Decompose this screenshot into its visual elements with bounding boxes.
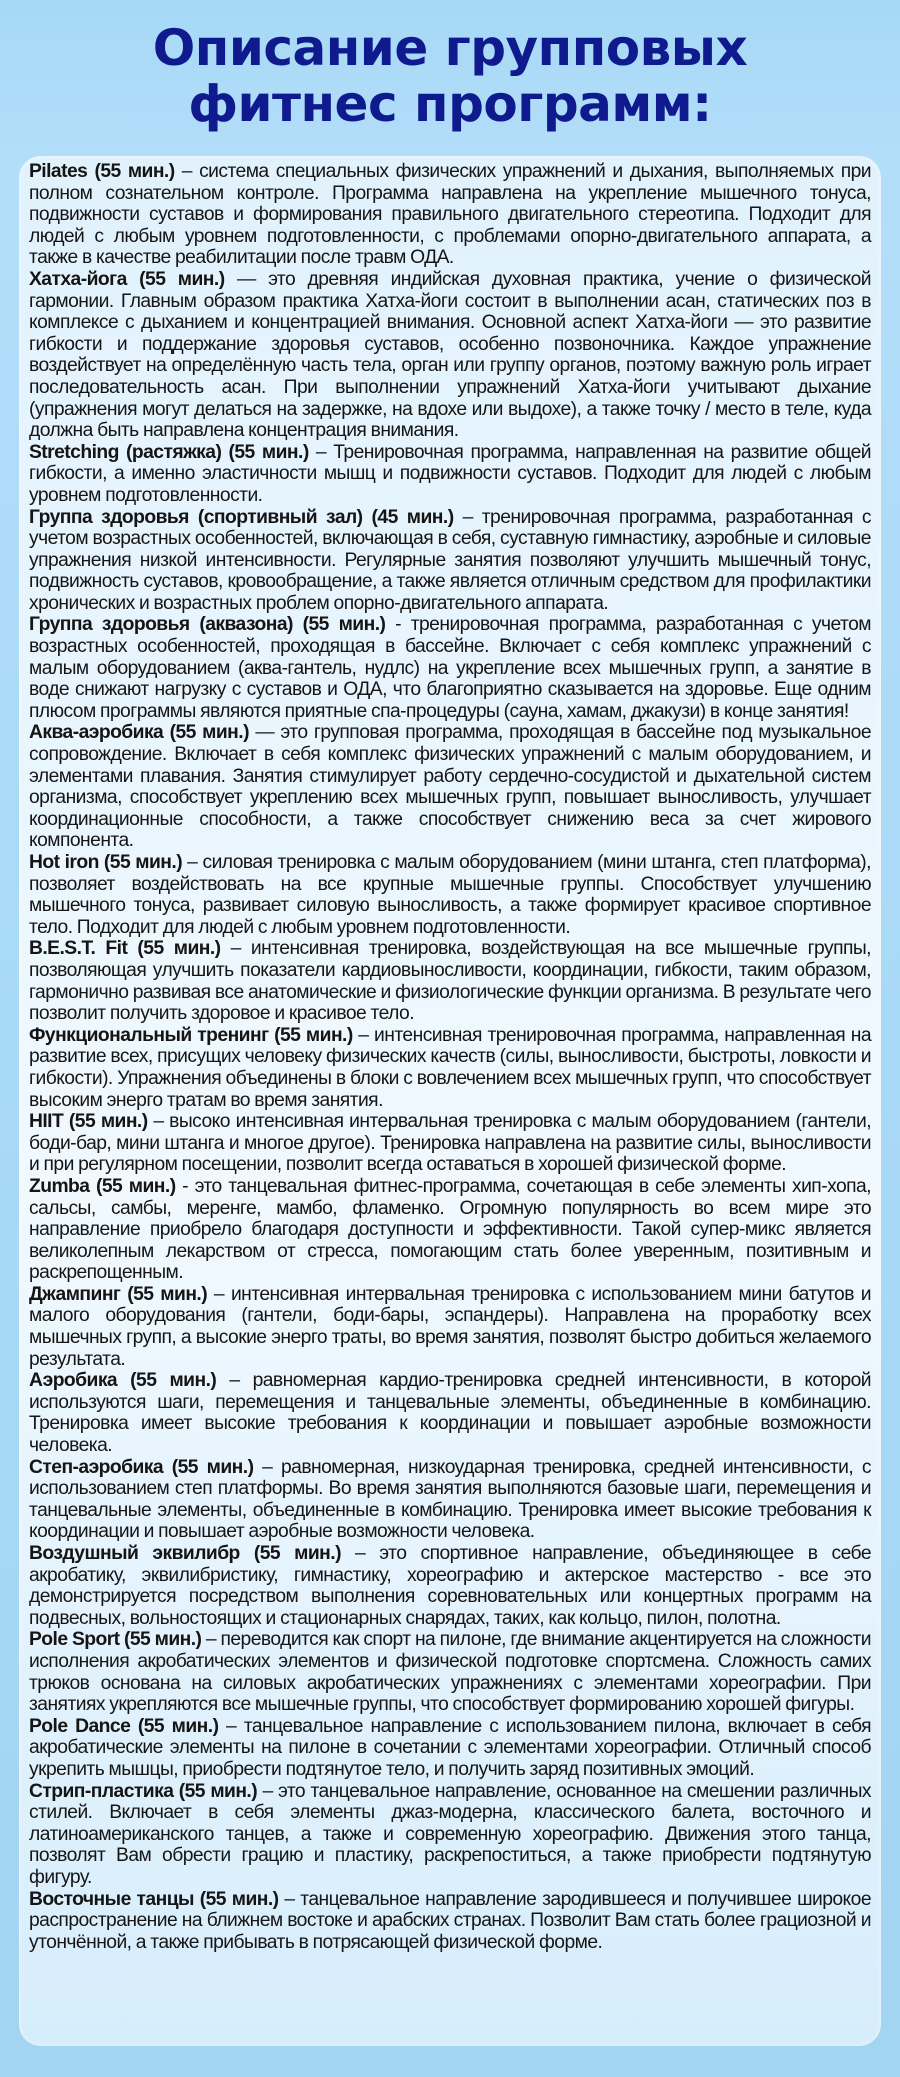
program-description: — это древняя индийская духовная практика, учение о физической гармонии. Главным образом практика Хатха-йоги состоит в выполнении асан, статических поз в комплексе с дыханием и концентрацией внимания. Основной аспект Хатха-йоги — это развитие гибкости и поддержание здоровья суставов, особенно позвоночника. Каждое упражнение воздействует на определённую часть тела, орган или группу органов, поэтому важную роль играет последовательность асан. При выполнении упражнений Хатха-йоги учитывают дыхание (упражнения могут делаться на задержке, на вдохе или выдохе), а также точку / место в теле, куда должна быть направлена концентрация внимания. [29,268,871,442]
program-functional-training [29,1025,871,1111]
program-description: - это танцевальная фитнес-программа, сочетающая в себе элементы хип-хопа, сальсы, самбы, меренге, мамбо, фламенко. Огромную популярность во всем мире это направление приобрело благодаря доступности и эффективности. Такой супер-микс является великолепным лекарством от стресса, помогающим стать более уверенным, позитивным и раскрепощенным. [29,1175,871,1284]
program-hiit [29,1111,871,1176]
program-hatha-yoga [29,269,871,442]
program-name: Восточные танцы (55 мин.) [29,1888,279,1910]
program-description: – равномерная, низкоударная тренировка, средней интенсивности, с использованием степ платформы. Во время занятия выполняются базовые шаги, перемещения и танцевальные элементы, объединенные в комбинацию. Тренировка имеет высокие требования к координации и повышает аэробные возможности человека. [29,1456,871,1543]
program-name: Воздушный эквилибр (55 мин.) [29,1543,341,1564]
program-description: – равномерная кардио-тренировка средней интенсивности, в которой используются шаги, перемещения и танцевальные элементы, объединенные в комбинацию. Тренировка имеет высокие требования к координации и повышает аэробные возможности человека. [29,1370,871,1457]
program-name: Pole Dance (55 мин.) [29,1715,219,1737]
page-title-line-1: Описание групповых [152,19,748,77]
program-name: Stretching (растяжка) (55 мин.) [29,441,309,463]
program-description: – это танцевальное направление, основанное на смешении различных стилей. Включает в себя элементы джаз-модерна, классического балета, восточного и латиноамериканского танцев, а также и современную хореографию. Движения этого танца, позволят Вам обрести грацию и пластику, раскрепоститься, а также приобрести подтянутую фигуру. [29,1780,871,1888]
program-aqua-aerobics [29,722,871,852]
program-description: – переводится как спорт на пилоне, где внимание акцентируется на сложности исполнения акробатических элементов и физической подготовке спортсмена. Сложность самих трюков основана на силовых акробатических упражнениях с элементами хореографии. При занятиях укрепляются все мышечные группы, что способствует формированию хорошей фигуры. [29,1629,871,1716]
program-pilates [29,161,871,269]
program-strip-plastic [29,1781,871,1889]
program-description: – Тренировочная программа, направленная на развитие общей гибкости, а именно эластичности мышц и подвижности суставов. Подходит для людей с любым уровнем подготовленности. [29,441,872,506]
program-description: – интенсивная тренировка, воздействующая на все мышечные группы, позволяющая улучшить показатели кардиовыносливости, координации, гибкости, таким образом, гармонично развивая все анатомические и физиологические функции организма. В результате чего позволит получить здоровое и красивое тело. [29,938,871,1025]
program-name: Группа здоровья (аквазона) (55 мин.) [29,614,386,636]
program-list [29,161,871,1953]
program-name: B.E.S.T. Fit (55 мин.) [29,938,221,960]
program-aerial-equilibrium [29,1543,871,1629]
page-title [0,20,900,132]
program-pole-sport [29,1629,871,1715]
program-description: – тренировочная программа, разработанная с учетом возрастных особенностей, включающая в себя, суставную гимнастику, аэробные и силовые упражнения низкой интенсивности. Регулярные занятия позволяют улучшить мышечный тонус, подвижность суставов, кровообращение, а также является отличным средством для профилактики хронических и возрастных проблем опорно-двигательного аппарата. [29,506,871,614]
program-name: Pole Sport (55 мин.) [29,1629,202,1651]
program-oriental-dance [29,1889,871,1954]
program-name: Zumba (55 мин.) [29,1175,176,1197]
program-jumping [29,1284,871,1370]
program-description: – силовая тренировка с малым оборудованием (мини штанга, степ платформа), позволяет воздействовать на все крупные мышечные группы. Способствует улучшению мышечного тонуса, развивает силовую выносливость, а также формирует красивое спортивное тело. Подходит для людей с любым уровнем подготовленности. [29,852,871,938]
program-description: — это групповая программа, проходящая в бассейне под музыкальное сопровождение. Включает в себя комплекс физических упражнений с малым оборудованием, и элементами плавания. Занятия стимулирует работу сердечно-сосудистой и дыхательной систем организма, способствует укреплению всех мышечных групп, повышает выносливость, улучшает координационные способности, а также способствует снижению веса за счет жирового компонента. [29,722,871,852]
program-name: Pilates (55 мин.) [29,161,175,182]
page-title-line-2: фитнес программ: [188,75,712,133]
program-health-group-gym [29,507,871,615]
program-pole-dance [29,1716,871,1781]
program-zumba [29,1176,871,1284]
program-name: Аква-аэробика (55 мин.) [29,722,249,744]
program-description: – интенсивная тренировочная программа, направленная на развитие всех, присущих человеку физических качеств (силы, выносливости, быстроты, ловкости и гибкости). Упражнения объединены в блоки с вовлечением всех мышечных групп, что способствует высоким энерго тратам во время занятия. [29,1024,871,1111]
program-description: – танцевальное направление с использованием пилона, включает в себя акробатические элементы на пилоне в сочетании с элементами хореографии. Отличный способ укрепить мышцы, приобрести подтянутое тело, и получить заряд позитивных эмоций. [29,1715,871,1780]
program-name: HIIT (55 мин.) [29,1111,148,1133]
program-description: – высоко интенсивная интервальная тренировка с малым оборудованием (гантели, боди-бар, мини штанга и многое другое). Тренировка направлена на развитие силы, выносливости и при регулярном посещении, позволит всегда оставаться в хорошей физической форме. [29,1111,872,1176]
program-stretching [29,442,871,507]
program-step-aerobics [29,1457,871,1543]
program-best-fit [29,938,871,1024]
program-description: – танцевальное направление зародившееся и получившее широкое распространение на ближнем востоке и арабских странах. Позволит Вам стать более грациозной и утончённой, а также прибывать в потрясающей физической форме. [29,1888,872,1953]
program-name: Группа здоровья (спортивный зал) (45 мин.) [29,506,454,528]
program-name: Функциональный тренинг (55 мин.) [29,1024,353,1046]
program-name: Хатха-йога (55 мин.) [29,268,225,290]
program-description: – интенсивная интервальная тренировка с использованием мини батутов и малого оборудования (гантели, боди-бары, эспандеры). Направлена на проработку всех мышечных групп, а высокие энерго траты, во время занятия, позволят быстро добиться желаемого результата. [29,1283,871,1370]
program-description: – это спортивное направление, объединяющее в себе акробатику, эквилибристику, гимнастику, хореографию и актерское мастерство - все это демонстрируется посредством выполнения соревновательных или концертных программ на подвесных, вольностоящих и стационарных снарядах, таких, как кольцо, пилон, полотна. [29,1543,872,1629]
program-name: Стрип-пластика (55 мин.) [29,1780,258,1802]
program-name: Аэробика (55 мин.) [29,1370,217,1392]
program-description: – система специальных физических упражнений и дыхания, выполняемых при полном сознательном контроле. Программа направлена на укрепление мышечного тонуса, подвижности суставов и формирования правильного двигательного стереотипа. Подходит для людей с любым уровнем подготовленности, с проблемами опорно-двигательного аппарата, а также в качестве реабилитации после травм ОДА. [29,161,871,269]
program-name: Hot iron (55 мин.) [29,852,183,873]
program-name: Джампинг (55 мин.) [29,1283,208,1305]
program-health-group-aqua [29,614,871,722]
program-description: - тренировочная программа, разработанная с учетом возрастных особенностей, проходящая в бассейне. Включает с себя комплекс упражнений с малым оборудованием (аква-гантель, нудлс) на укрепление всех мышечных групп, а занятие в воде снижают нагрузку с суставов и ОДА, что благоприятно сказывается на здоровье. Еще одним плюсом программы являются приятные спа-процедуры (сауна, хамам, джакузи) в конце занятия! [29,614,871,722]
program-name: Степ-аэробика (55 мин.) [29,1456,254,1478]
program-hot-iron [29,852,871,938]
program-aerobics [29,1370,871,1456]
